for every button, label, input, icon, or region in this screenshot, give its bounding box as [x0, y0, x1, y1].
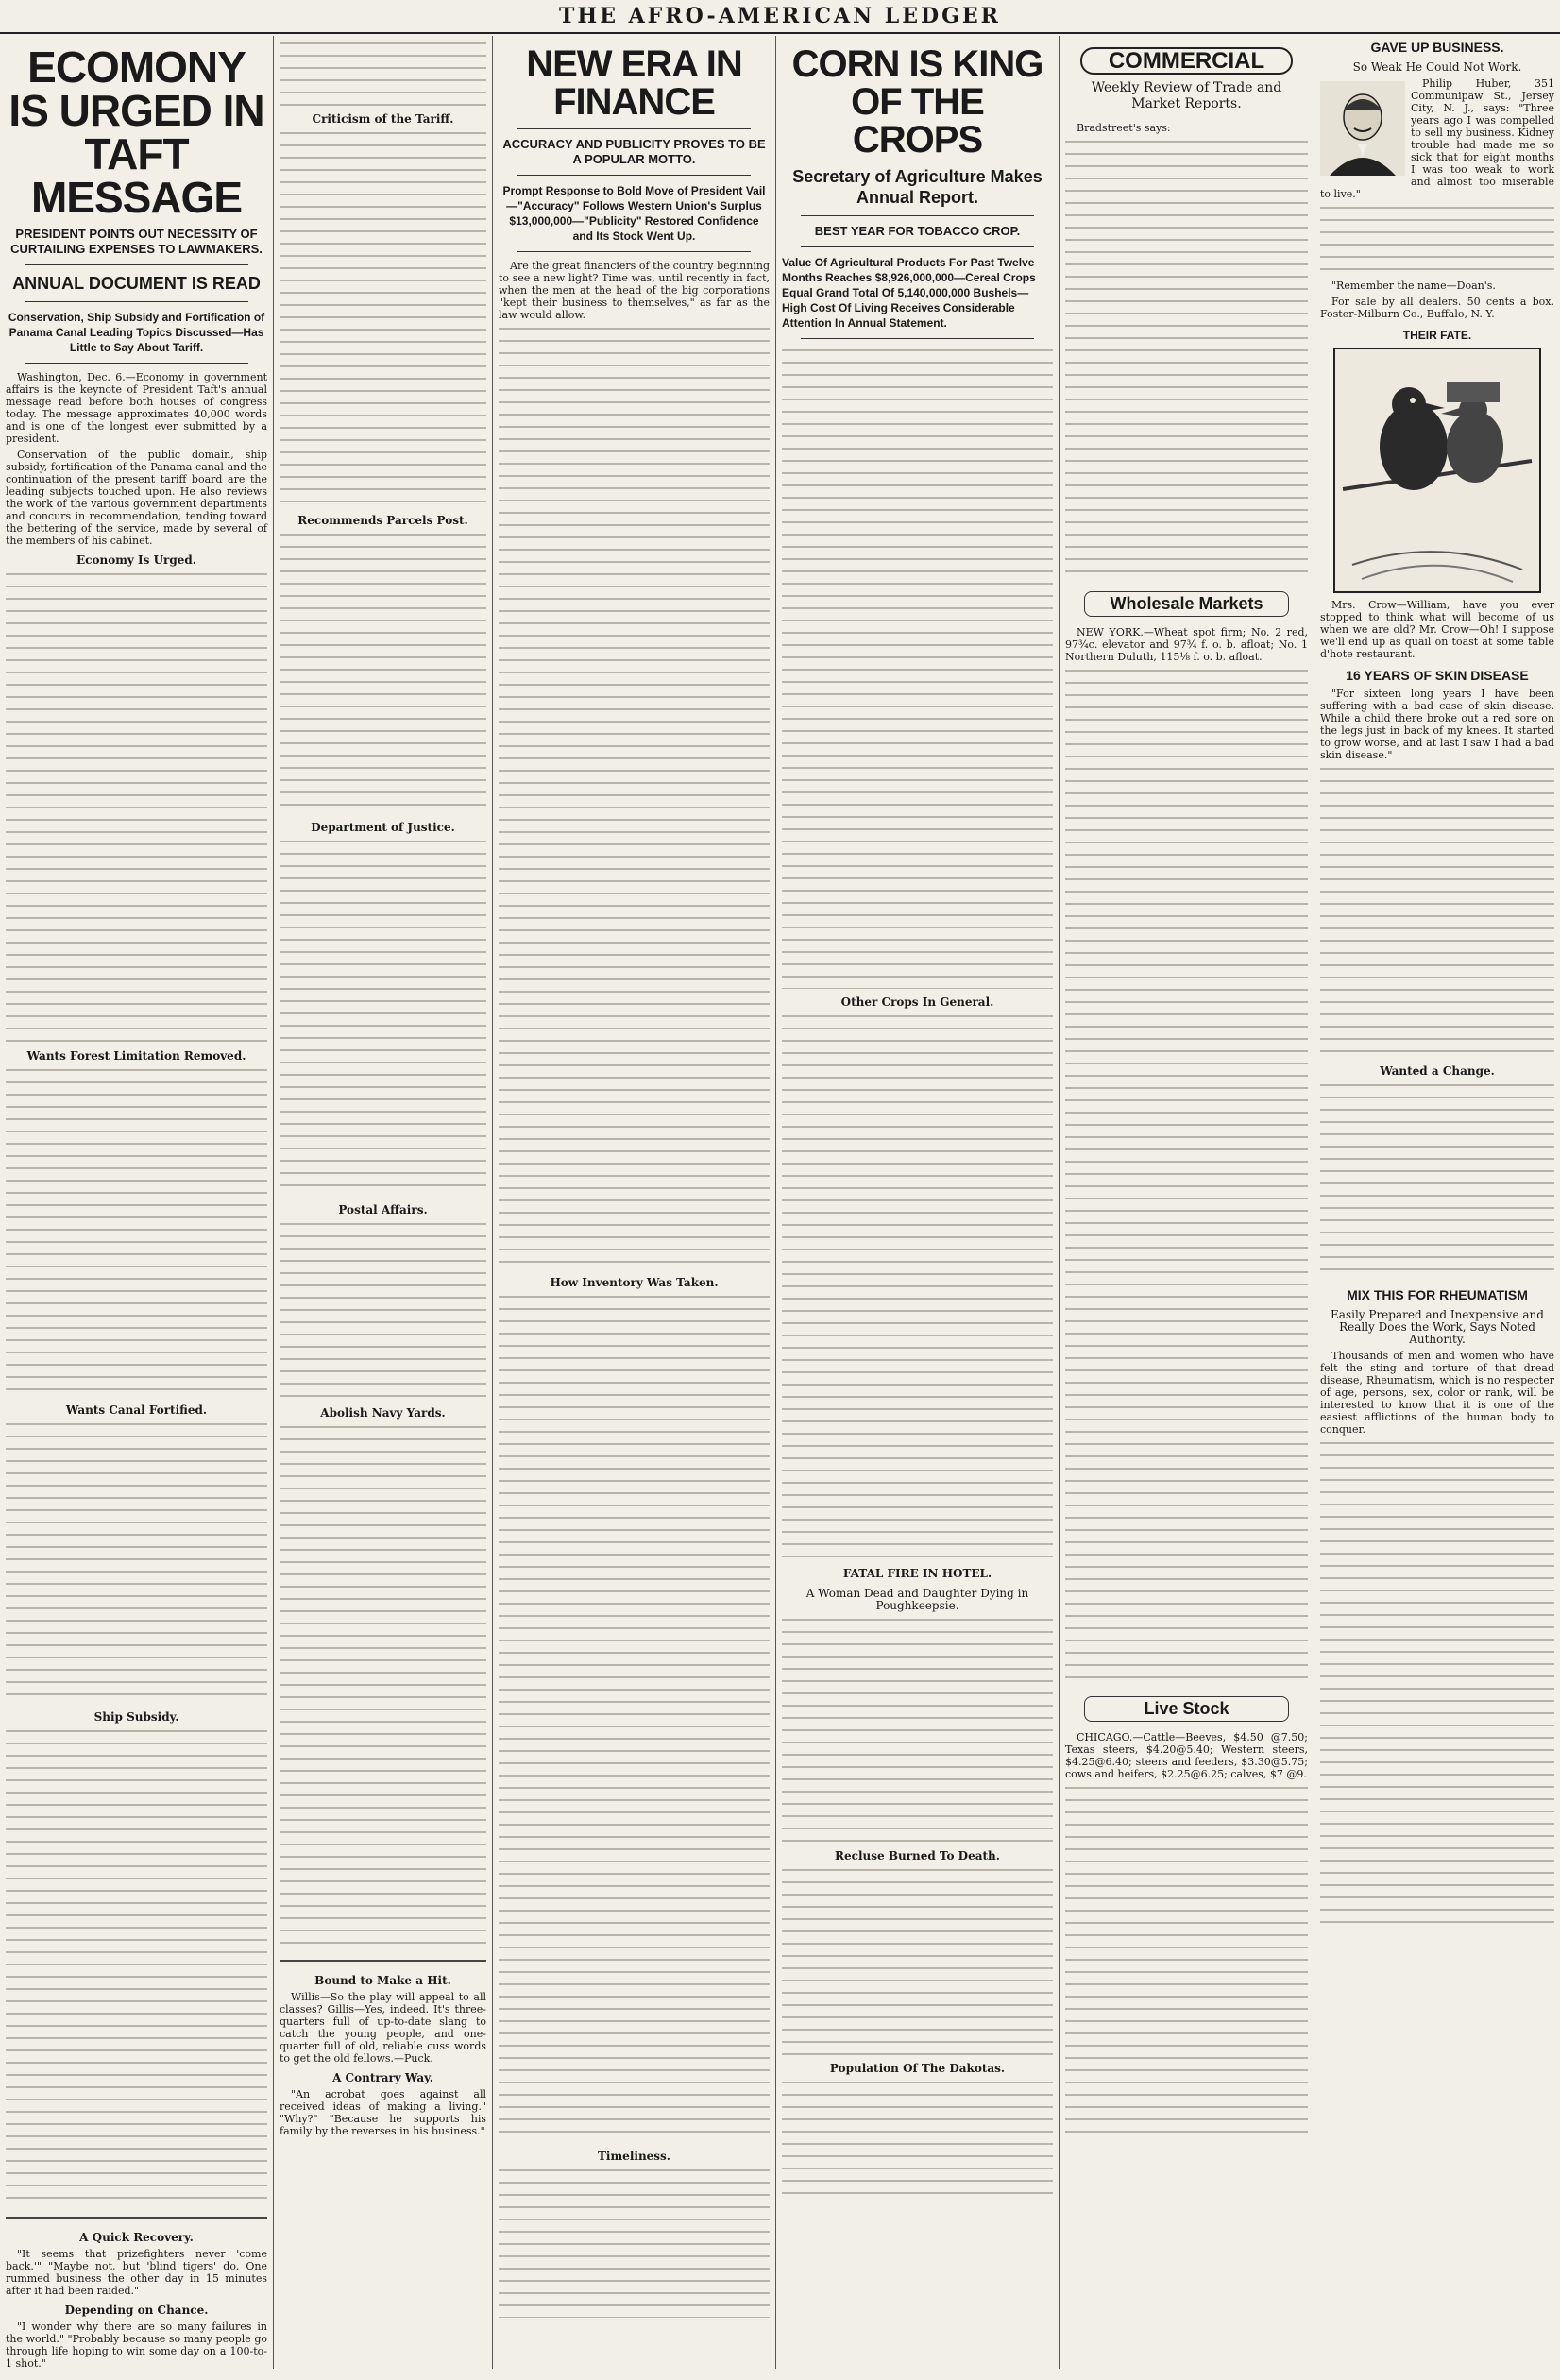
col1-subhead-2: Wants Forest Limitation Removed.	[26, 1049, 246, 1062]
col3-paragraph-1: Are the great financiers of the country beginning to see a new light? Time was, until recently in fact, when the men at the head of the big corporations "kept their business to themselves," as far as the law would allow.	[499, 260, 770, 321]
commercial-box-title: COMMERCIAL	[1080, 47, 1293, 75]
column-6	[1314, 36, 1560, 2369]
col1-subhead-3: Wants Canal Fortified.	[65, 1403, 208, 1417]
column-2	[274, 36, 493, 2369]
col1-headline: ECOMONY IS URGED IN TAFT MESSAGE	[8, 42, 264, 222]
col2-subhead-3: Department of Justice.	[311, 821, 455, 834]
col6-head-3: MIX THIS FOR RHEUMATISM	[1347, 1287, 1528, 1302]
col2-body-top	[280, 40, 486, 106]
divider	[517, 128, 751, 129]
divider	[25, 363, 248, 364]
col4-subhead-3: Recluse Burned To Death.	[835, 1849, 1000, 1862]
commercial-box-subtitle: Weekly Review of Trade and Market Reports.	[1091, 80, 1282, 111]
col2-body-3	[280, 838, 486, 1197]
col1-bottom-text-2: "I wonder why there are so many failures in the world." "Probably because so many people go through life hoping to win some day on a 100-to-1 shot."	[6, 2320, 267, 2369]
col6-top-subhead: So Weak He Could Not Work.	[1352, 60, 1522, 74]
col1-body-text-4	[6, 1727, 267, 2209]
col4-subhead-4: Population Of The Dakotas.	[829, 2062, 1006, 2075]
col1-body-text-3	[6, 1420, 267, 1704]
column-3	[493, 36, 776, 2369]
col4-subhead-1: Other Crops In General.	[840, 995, 994, 1009]
col6-subhead-1: Wanted a Change.	[1380, 1064, 1495, 1078]
cartoon-caption: Mrs. Crow—William, have you ever stopped to think what will become of us when we are old? Mr. Crow—Oh! I suppose we'll end up as quail on toast at some table d'hote restaurant.	[1320, 599, 1554, 660]
col5-ny-paragraph: NEW YORK.—Wheat spot firm; No. 2 red, 97¾c. elevator and 97¾ f. o. b. afloat; No. 1 Northern Duluth, 115⅛ f. o. b. afloat.	[1065, 626, 1308, 663]
masthead	[0, 0, 1560, 34]
divider	[25, 264, 248, 265]
col5-body-2	[1065, 667, 1308, 1687]
col3-headline: NEW ERA IN FINANCE	[526, 43, 742, 123]
col3-body-1	[499, 325, 770, 1269]
col6-top-head: GAVE UP BUSINESS.	[1370, 40, 1504, 55]
col6-paragraph-2: "For sixteen long years I have been suffering with a bad case of skin disease. While a child there broke out a red sore on the legs just in back of my knees. It started to grow worse, and at last I saw I had a bad skin disease."	[1320, 688, 1554, 761]
col4-body-3	[782, 1616, 1053, 1843]
wholesale-markets-heading: Wholesale Markets	[1084, 591, 1289, 617]
col3-subhead-1: How Inventory Was Taken.	[550, 1276, 719, 1289]
col4-body-1	[782, 347, 1053, 989]
col6-for-sale: For sale by all dealers. 50 cents a box. Foster-Milburn Co., Buffalo, N. Y.	[1320, 296, 1554, 320]
live-stock-heading: Live Stock	[1084, 1696, 1289, 1722]
col1-deck-2: ANNUAL DOCUMENT IS READ	[12, 274, 261, 293]
col1-bottom-text-1: "It seems that prizefighters never 'come back.'" "Maybe not, but 'blind tigers' do. One rummed business the other day in 15 minutes after it had been raided."	[6, 2248, 267, 2297]
col2-bottom-text-1: Willis—So the play will appeal to all classes? Gillis—Yes, indeed. It's three-quarters full of up-to-date slang to catch the young people, and one-quarter full of old, reliable cuss words to get the old fellows.—Puck.	[280, 1991, 486, 2065]
col4-body-2	[782, 1012, 1053, 1560]
col2-body-5	[280, 1423, 486, 1952]
col5-chicago-paragraph: CHICAGO.—Cattle—Beeves, $4.50 @7.50; Texas steers, $4.20@5.40; Western steers, $4.25@6.40; steers and feeders, $3.30@5.75; cows and heifers, $2.25@6.25; calves, $7 @9.	[1065, 1731, 1308, 1780]
col1-body-text	[6, 570, 267, 1043]
col5-body-1	[1065, 138, 1308, 582]
col4-deck-1: Secretary of Agriculture Makes Annual Report.	[792, 167, 1043, 207]
col1-body-text-2	[6, 1066, 267, 1397]
col6-deck-3: Easily Prepared and Inexpensive and Really Does the Work, Says Noted Authority.	[1331, 1308, 1544, 1346]
col3-body-2	[499, 1293, 770, 2143]
divider	[801, 338, 1034, 339]
col5-body-3	[1065, 1784, 1308, 2143]
column-1	[0, 36, 274, 2369]
col6-remember: "Remember the name—Doan's.	[1331, 280, 1496, 292]
col1-bottom-head-2: Depending on Chance.	[64, 2304, 209, 2317]
col2-subhead-2: Recommends Parcels Post.	[297, 514, 468, 527]
column-5	[1060, 36, 1314, 2369]
col1-deck-1: PRESIDENT POINTS OUT NECESSITY OF CURTAILING EXPENSES TO LAWMAKERS.	[10, 227, 263, 256]
divider	[25, 301, 248, 302]
col1-bottom-head-1: A Quick Recovery.	[79, 2231, 194, 2244]
col4-deck-2: BEST YEAR FOR TOBACCO CROP.	[814, 224, 1021, 238]
col2-body-4	[280, 1220, 486, 1400]
col4-body-5	[782, 2079, 1053, 2202]
divider	[517, 175, 751, 176]
col2-subhead-1: Criticism of the Tariff.	[312, 112, 454, 126]
col2-body-2	[280, 531, 486, 814]
col1-deck-3: Conservation, Ship Subsidy and Fortification of Panama Canal Leading Topics Discussed—Has Little to Say About Tariff.	[8, 311, 265, 354]
col2-subhead-5: Abolish Navy Yards.	[320, 1406, 446, 1420]
col6-head-2: 16 YEARS OF SKIN DISEASE	[1346, 668, 1529, 683]
col2-subhead-4: Postal Affairs.	[338, 1203, 428, 1216]
col3-deck-2: Prompt Response to Bold Move of President Vail—"Accuracy" Follows Western Union's Surplus $13,000,000—"Publicity" Restored Confidence and Its Stock Went Up.	[502, 184, 766, 243]
col4-deck-3: Value Of Agricultural Products For Past Twelve Months Reaches $8,926,000,000—Cereal Crops Equal Grand Total Of 5,140,000,000 Bushels—High Cost Of Living Receives Considerable Attention In Annual Statement.	[782, 256, 1036, 330]
bradstreet-label: Bradstreet's says:	[1077, 122, 1171, 134]
col2-bottom-items	[280, 1960, 486, 2137]
col1-paragraph-1: Washington, Dec. 6.—Economy in government affairs is the keynote of President Taft's annual message read before both houses of congress today. The message approximates 40,000 words and is one of the longest ever submitted by a president.	[6, 371, 267, 445]
col6-body-3	[1320, 1081, 1554, 1280]
masthead-title: THE AFRO-AMERICAN LEDGER	[559, 4, 1001, 28]
crow-cartoon-illustration	[1333, 348, 1541, 593]
col6-body-2	[1320, 765, 1554, 1058]
col1-paragraph-2: Conservation of the public domain, ship subsidy, fortification of the Panama canal and the continuation of the present tariff board are the leading subjects touched upon. He also reviews the work of the various government departments and concurs in recommendation, tending toward the bettering of the service, made by several of the members of his cabinet.	[6, 449, 267, 547]
col2-bottom-head-2: A Contrary Way.	[332, 2071, 433, 2084]
cartoon-title: THEIR FATE.	[1402, 329, 1472, 342]
col3-subhead-2: Timeliness.	[598, 2150, 670, 2163]
divider	[517, 251, 751, 252]
col2-bottom-head-1: Bound to Make a Hit.	[314, 1974, 451, 1987]
col3-body-3	[499, 2167, 770, 2318]
col6-body-4	[1320, 1439, 1554, 1930]
col1-subhead-1: Economy Is Urged.	[76, 553, 196, 567]
col4-subhead-2: FATAL FIRE IN HOTEL.	[842, 1567, 992, 1580]
divider	[801, 246, 1034, 247]
col3-deck-1: ACCURACY AND PUBLICITY PROVES TO BE A POPULAR MOTTO.	[502, 137, 766, 166]
col2-body-1	[280, 129, 486, 507]
col4-subhead-2b: A Woman Dead and Daughter Dying in Poughkeepsie.	[805, 1587, 1029, 1612]
col1-bottom-items	[6, 2217, 267, 2369]
col6-paragraph-3: Thousands of men and women who have felt the sting and torture of that dread disease, Rheumatism, which is no respecter of age, persons, sex, color or rank, will be interested to know that it is one of the easiest afflictions of the human body to conquer.	[1320, 1350, 1554, 1436]
divider	[801, 215, 1034, 216]
col1-subhead-4: Ship Subsidy.	[93, 1710, 179, 1724]
col6-paragraph-1: Philip Huber, 351 Communipaw St., Jersey City, N. J., says: "Three years ago I was compelled to sell my business. Kidney trouble had made me so sick that for eight months I was too weak to work and almost too miserable to live."	[1320, 77, 1554, 200]
col4-body-4	[782, 1866, 1053, 2055]
col4-headline: CORN IS KING OF THE CROPS	[791, 43, 1043, 161]
col6-body-1	[1320, 204, 1554, 280]
col2-bottom-text-2: "An acrobat goes against all received ideas of making a living." "Why?" "Because he supports his family by the reverses in his business."	[280, 2088, 486, 2137]
portrait-illustration	[1320, 81, 1405, 176]
column-4	[776, 36, 1060, 2369]
